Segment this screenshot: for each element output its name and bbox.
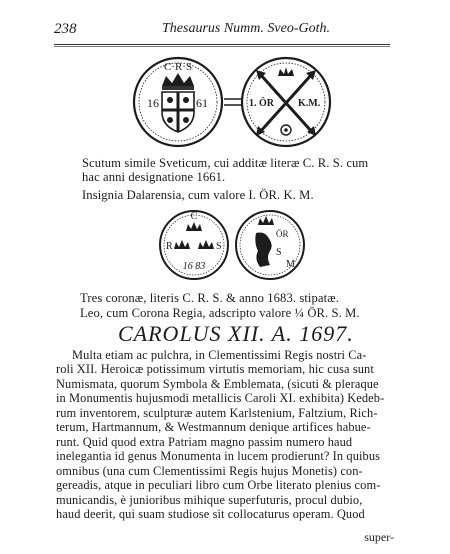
caption-2-line-1: Tres coronæ, literis C. R. S. & anno 1683. stipatæ.	[80, 291, 339, 305]
body-line-1: Multa etiam ac pulchra, in Clementissimi Regis nostri Ca-	[72, 348, 367, 362]
obverse-letter-r: R	[166, 241, 173, 252]
coin-1661-obverse	[134, 58, 222, 146]
body-line-8: inelegantia id genus Monumenta in lucem prodierunt? In quibus	[56, 449, 381, 463]
coin-1683-illustration	[158, 207, 308, 283]
body-line-11: municandis, è junioribus mihique superfuturis, procul dubio,	[56, 493, 363, 507]
coin-1661-reverse	[242, 58, 330, 146]
coin-1683-reverse	[236, 211, 304, 279]
body-line-4: in Monumentis hujusmodi metallicis Caroli XI. exhibita) Kedeb-	[56, 391, 385, 405]
coin-1661-illustration	[132, 54, 332, 150]
caption-1-line-2: hac anni designatione 1661.	[82, 170, 226, 184]
coin-figure-1	[132, 54, 332, 150]
body-line-5: rum inventorem, sculpturæ autem Karlstenium, Faltzium, Rich-	[56, 406, 378, 420]
reverse-letter-s: S	[276, 247, 282, 258]
caption-1-line-1: Scutum simile Sveticum, cui additæ literæ C. R. S. cum	[82, 156, 369, 170]
body-line-12: haud deerit, qui suam studiose sit collocaturus operam. Quod	[56, 507, 365, 521]
body-line-7: runt. Quid quod extra Patriam magno passim numero haud	[56, 435, 353, 449]
obverse-year: 16 83	[182, 261, 206, 272]
header-rule-thin	[54, 46, 390, 47]
body-line-3: Numismata, quorum Symbola & Emblemata, (sicuti & pleraque	[56, 377, 379, 391]
coin-figure-2	[158, 207, 308, 283]
body-line-10: gereadis, atque in peculiari libro cum Orbe literato plenius com-	[56, 478, 381, 492]
year-right: 61	[196, 96, 208, 110]
reverse-value-right: K.M.	[298, 98, 321, 109]
reverse-value: ÖR	[276, 229, 289, 239]
body-line-9: omnibus (una cum Clementissimi Regis hujus Monetis) con-	[56, 464, 363, 478]
running-title: Thesaurus Numm. Sveo-Goth.	[162, 21, 330, 36]
section-heading: CAROLUS XII. A. 1697.	[118, 321, 354, 346]
year-left: 16	[147, 96, 159, 110]
obverse-legend: C·R·S	[163, 61, 193, 73]
coin-1683-obverse	[160, 211, 228, 279]
reverse-letter-m: M	[286, 259, 295, 270]
reverse-value-left: 1. ÖR	[249, 98, 274, 109]
obverse-letter-s: S	[216, 241, 222, 252]
caption-2-line-2: Leo, cum Corona Regia, adscripto valore ¼ ÖR. S. M.	[80, 306, 360, 320]
header-rule	[54, 44, 390, 45]
page-number: 238	[54, 21, 77, 37]
catchword: super-	[364, 530, 394, 544]
obverse-letter-c: C	[190, 211, 198, 222]
running-head	[54, 21, 387, 41]
caption-1-line-3: Insignia Dalarensia, cum valore I. ÖR. K. M.	[82, 188, 314, 202]
body-line-2: roli XII. Heroicæ potissimum virtutis memoriam, hic cusa sunt	[56, 362, 374, 376]
body-line-6: terum, Hartmannum, & Westmannum denique artifices habue-	[56, 420, 371, 434]
